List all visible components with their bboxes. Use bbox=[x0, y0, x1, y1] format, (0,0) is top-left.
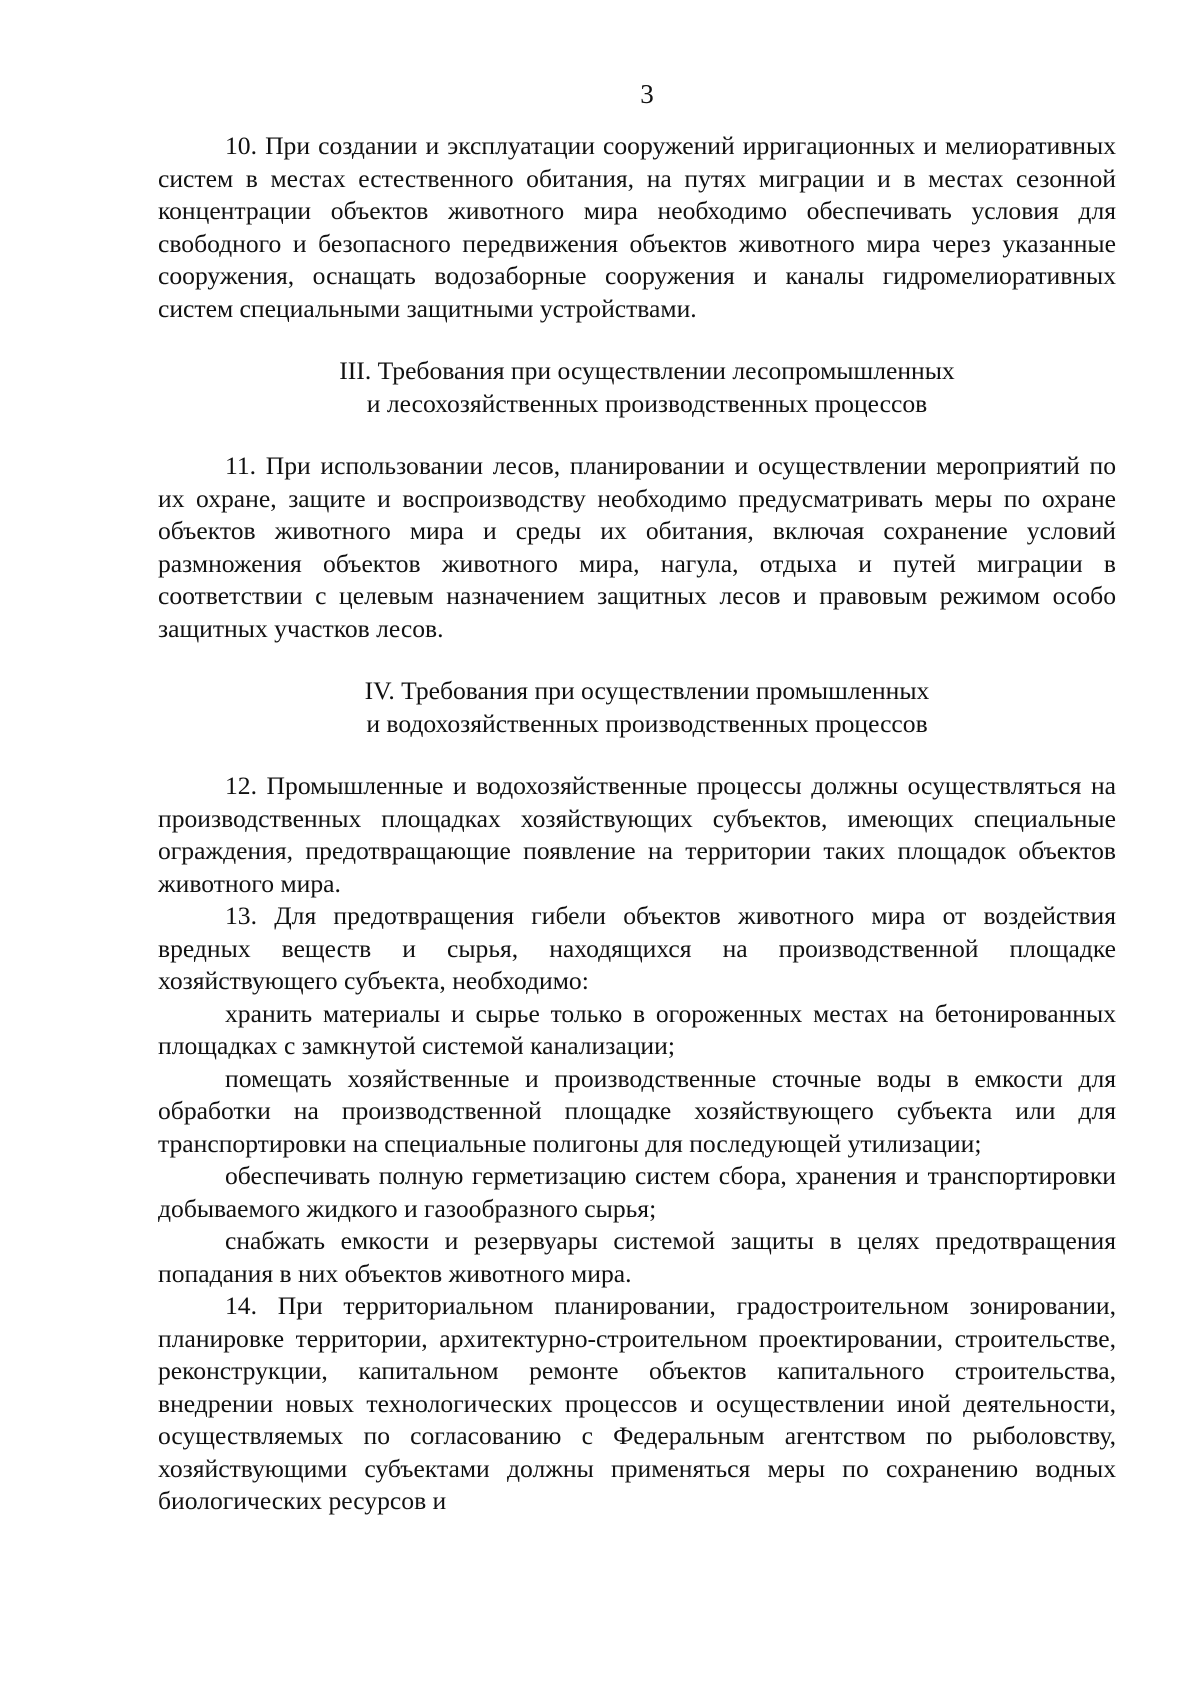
paragraph-13: 13. Для предотвращения гибели объектов животного мира от воздействия вредных веществ и сырья, находящихся на производственной площадке хозяйствующего субъекта, необходимо: bbox=[158, 901, 1116, 995]
section-3-heading-line-2: и лесохозяйственных производственных процессов bbox=[366, 388, 928, 418]
section-4-heading-line-2: и водохозяйственных производственных процессов bbox=[366, 708, 928, 738]
paragraph-12: 12. Промышленные и водохозяйственные процессы должны осуществляться на производственных площадках хозяйствующих субъектов, имеющих специальные ограждения, предотвращающие появление на территории таких площадок объектов животного мира. bbox=[158, 771, 1116, 898]
paragraph-13-item-b: помещать хозяйственные и производственные сточные воды в емкости для обработки на производственной площадке хозяйствующего субъекта или для транспортировки на специальные полигоны для последующей утилизации; bbox=[158, 1063, 1116, 1158]
paragraph-13-item-a: хранить материалы и сырье только в огороженных местах на бетонированных площадках с замкнутой системой канализации; bbox=[158, 998, 1116, 1060]
spacer bbox=[158, 420, 1116, 450]
paragraph-13-item-c: обеспечивать полную герметизацию систем сбора, хранения и транспортировки добываемого жидкого и газообразного сырья; bbox=[158, 1161, 1116, 1223]
spacer bbox=[158, 740, 1116, 770]
paragraph-10: 10. При создании и эксплуатации сооружений ирригационных и мелиоративных систем в местах естественного обитания, на путях миграции и в местах сезонной концентрации объектов животного мира необходимо обеспечивать условия для свободного и безопасного передвижения объектов животного мира через указанные сооружения, оснащать водозаборные сооружения и каналы гидромелиоративных систем специальными защитными устройствами. bbox=[158, 131, 1116, 323]
section-3-heading bbox=[158, 355, 1116, 420]
section-4-heading bbox=[158, 675, 1116, 740]
spacer bbox=[158, 325, 1116, 355]
paragraph-13-item-d: снабжать емкости и резервуары системой защиты в целях предотвращения попадания в них объектов животного мира. bbox=[158, 1226, 1116, 1288]
paragraph-14: 14. При территориальном планировании, градостроительном зонировании, планировке территории, архитектурно-строительном проектировании, строительстве, реконструкции, капитальном ремонте объектов капитального строительства, внедрении новых технологических процессов и осуществлении иной деятельности, осуществляемых по согласованию с Федеральным агентством по рыболовству, хозяйствующими субъектами должны применяться меры по сохранению водных биологических ресурсов и bbox=[158, 1291, 1116, 1515]
section-4-heading-line-1: IV. Требования при осуществлении промышленных bbox=[364, 676, 930, 705]
paragraph-11: 11. При использовании лесов, планировании и осуществлении мероприятий по их охране, защите и воспроизводству необходимо предусматривать меры по охране объектов животного мира и среды их обитания, включая сохранение условий размножения объектов животного мира, нагула, отдыха и путей миграции в соответствии с целевым назначением защитных лесов и правовым режимом особо защитных участков лесов. bbox=[158, 451, 1116, 643]
spacer bbox=[158, 645, 1116, 675]
section-3-heading-line-1: III. Требования при осуществлении лесопромышленных bbox=[339, 356, 955, 385]
page-number: 3 bbox=[640, 79, 654, 109]
